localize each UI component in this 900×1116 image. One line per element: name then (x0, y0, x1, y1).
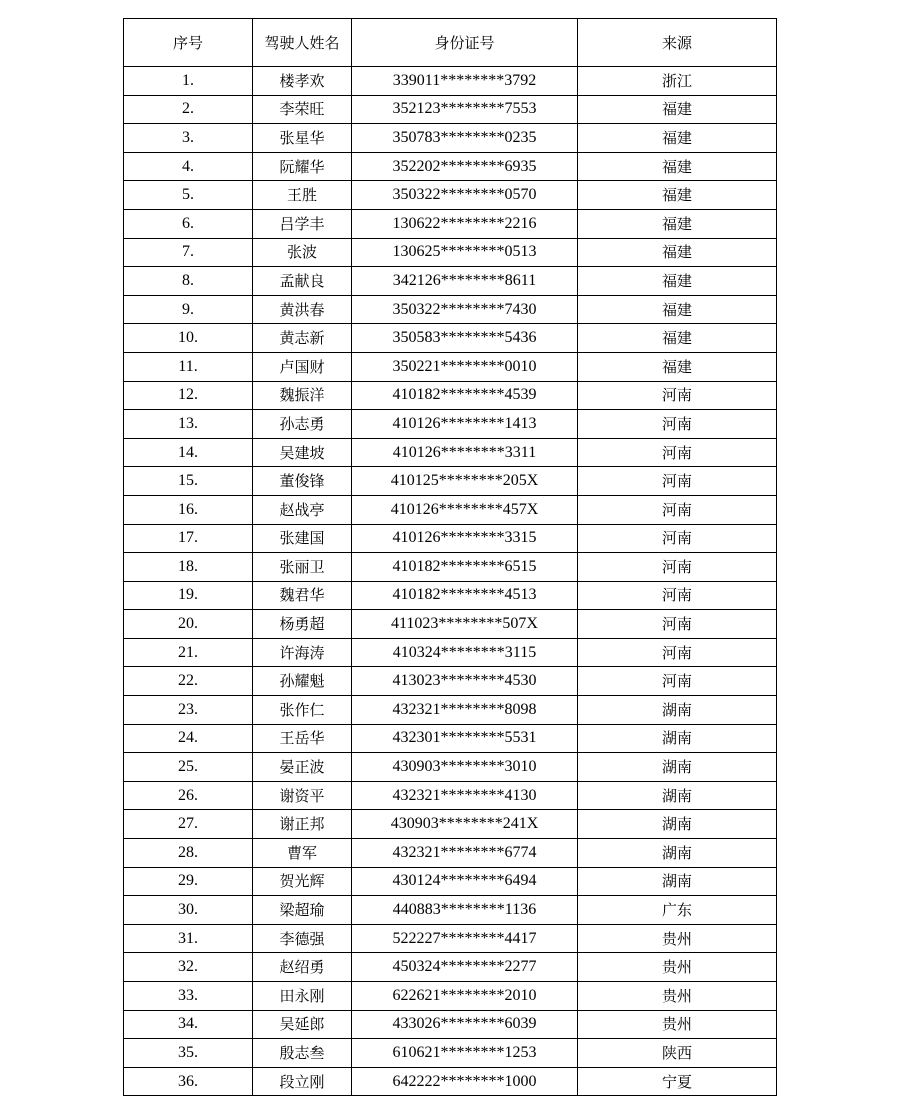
seq-cell: 18. (124, 553, 253, 582)
driver-name-cell: 曹军 (253, 839, 352, 868)
table-row (124, 1067, 777, 1096)
source-cell: 福建 (578, 152, 777, 181)
id-number-cell: 350783********0235 (352, 124, 578, 153)
table-row (124, 553, 777, 582)
seq-cell: 7. (124, 238, 253, 267)
source-cell: 河南 (578, 553, 777, 582)
driver-name-cell: 魏振洋 (253, 381, 352, 410)
driver-name-cell: 董俊锋 (253, 467, 352, 496)
id-number-cell: 430903********3010 (352, 753, 578, 782)
driver-name-cell: 梁超瑜 (253, 896, 352, 925)
table-row (124, 839, 777, 868)
table-row (124, 467, 777, 496)
seq-cell: 1. (124, 67, 253, 96)
id-number-cell: 622621********2010 (352, 982, 578, 1011)
driver-list-table (123, 18, 777, 1096)
driver-name-cell: 贺光辉 (253, 867, 352, 896)
driver-name-cell: 张星华 (253, 124, 352, 153)
driver-name-cell: 魏君华 (253, 581, 352, 610)
table-row (124, 410, 777, 439)
source-cell: 湖南 (578, 724, 777, 753)
id-number-cell: 410126********3311 (352, 438, 578, 467)
seq-cell: 34. (124, 1010, 253, 1039)
source-cell: 福建 (578, 238, 777, 267)
id-number-cell: 352202********6935 (352, 152, 578, 181)
driver-name-cell: 王岳华 (253, 724, 352, 753)
table-row (124, 924, 777, 953)
driver-name-cell: 谢资平 (253, 781, 352, 810)
seq-cell: 24. (124, 724, 253, 753)
driver-name-cell: 殷志叁 (253, 1039, 352, 1068)
source-cell: 河南 (578, 581, 777, 610)
id-number-cell: 410182********4513 (352, 581, 578, 610)
driver-name-cell: 田永刚 (253, 982, 352, 1011)
source-cell: 福建 (578, 324, 777, 353)
driver-name-cell: 段立刚 (253, 1067, 352, 1096)
table-row (124, 753, 777, 782)
id-number-cell: 432321********6774 (352, 839, 578, 868)
source-cell: 湖南 (578, 867, 777, 896)
table-row (124, 867, 777, 896)
source-cell: 湖南 (578, 810, 777, 839)
table-row (124, 1010, 777, 1039)
source-cell: 河南 (578, 667, 777, 696)
driver-name-cell: 黄洪春 (253, 295, 352, 324)
source-cell: 河南 (578, 610, 777, 639)
seq-cell: 22. (124, 667, 253, 696)
seq-cell: 4. (124, 152, 253, 181)
id-number-cell: 350221********0010 (352, 352, 578, 381)
seq-cell: 6. (124, 209, 253, 238)
source-cell: 陕西 (578, 1039, 777, 1068)
seq-cell: 30. (124, 896, 253, 925)
source-cell: 广东 (578, 896, 777, 925)
id-number-cell: 350583********5436 (352, 324, 578, 353)
driver-name-cell: 谢正邦 (253, 810, 352, 839)
driver-name-cell: 黄志新 (253, 324, 352, 353)
driver-name-cell: 李德强 (253, 924, 352, 953)
source-cell: 湖南 (578, 753, 777, 782)
source-cell: 河南 (578, 438, 777, 467)
source-cell: 河南 (578, 638, 777, 667)
source-cell: 福建 (578, 267, 777, 296)
seq-cell: 33. (124, 982, 253, 1011)
table-row (124, 638, 777, 667)
table-row (124, 438, 777, 467)
id-number-cell: 410182********6515 (352, 553, 578, 582)
id-number-cell: 430903********241X (352, 810, 578, 839)
source-cell: 贵州 (578, 924, 777, 953)
header-row (124, 19, 777, 67)
table-row (124, 352, 777, 381)
driver-name-cell: 吕学丰 (253, 209, 352, 238)
id-number-cell: 410324********3115 (352, 638, 578, 667)
table-row (124, 295, 777, 324)
table-row (124, 124, 777, 153)
id-number-cell: 411023********507X (352, 610, 578, 639)
id-number-cell: 440883********1136 (352, 896, 578, 925)
source-cell: 河南 (578, 524, 777, 553)
driver-name-cell: 张波 (253, 238, 352, 267)
seq-cell: 9. (124, 295, 253, 324)
seq-cell: 17. (124, 524, 253, 553)
seq-cell: 21. (124, 638, 253, 667)
id-number-cell: 642222********1000 (352, 1067, 578, 1096)
source-cell: 福建 (578, 181, 777, 210)
source-cell: 河南 (578, 410, 777, 439)
table-row (124, 1039, 777, 1068)
source-cell: 福建 (578, 124, 777, 153)
source-cell: 福建 (578, 352, 777, 381)
id-number-cell: 432321********4130 (352, 781, 578, 810)
driver-name-cell: 楼孝欢 (253, 67, 352, 96)
seq-cell: 13. (124, 410, 253, 439)
source-cell: 湖南 (578, 696, 777, 725)
driver-name-cell: 杨勇超 (253, 610, 352, 639)
header-id-number: 身份证号 (352, 19, 578, 67)
seq-cell: 12. (124, 381, 253, 410)
driver-name-cell: 李荣旺 (253, 95, 352, 124)
table-row (124, 610, 777, 639)
source-cell: 河南 (578, 495, 777, 524)
source-cell: 福建 (578, 295, 777, 324)
id-number-cell: 410126********3315 (352, 524, 578, 553)
seq-cell: 23. (124, 696, 253, 725)
seq-cell: 2. (124, 95, 253, 124)
header-driver-name: 驾驶人姓名 (253, 19, 352, 67)
table-row (124, 696, 777, 725)
source-cell: 浙江 (578, 67, 777, 96)
table-row (124, 495, 777, 524)
seq-cell: 27. (124, 810, 253, 839)
id-number-cell: 610621********1253 (352, 1039, 578, 1068)
table-row (124, 324, 777, 353)
table-row (124, 381, 777, 410)
driver-name-cell: 张建国 (253, 524, 352, 553)
seq-cell: 32. (124, 953, 253, 982)
id-number-cell: 522227********4417 (352, 924, 578, 953)
driver-name-cell: 张丽卫 (253, 553, 352, 582)
source-cell: 贵州 (578, 1010, 777, 1039)
driver-name-cell: 张作仁 (253, 696, 352, 725)
seq-cell: 10. (124, 324, 253, 353)
table-row (124, 67, 777, 96)
seq-cell: 14. (124, 438, 253, 467)
table-row (124, 238, 777, 267)
id-number-cell: 432301********5531 (352, 724, 578, 753)
driver-name-cell: 阮耀华 (253, 152, 352, 181)
driver-name-cell: 孟献良 (253, 267, 352, 296)
seq-cell: 36. (124, 1067, 253, 1096)
source-cell: 湖南 (578, 781, 777, 810)
driver-name-cell: 赵战亭 (253, 495, 352, 524)
table-row (124, 524, 777, 553)
header-seq: 序号 (124, 19, 253, 67)
seq-cell: 16. (124, 495, 253, 524)
driver-name-cell: 吴建坡 (253, 438, 352, 467)
seq-cell: 5. (124, 181, 253, 210)
seq-cell: 8. (124, 267, 253, 296)
seq-cell: 19. (124, 581, 253, 610)
table-row (124, 810, 777, 839)
id-number-cell: 410126********457X (352, 495, 578, 524)
table-row (124, 581, 777, 610)
table-row (124, 953, 777, 982)
seq-cell: 11. (124, 352, 253, 381)
id-number-cell: 430124********6494 (352, 867, 578, 896)
id-number-cell: 130622********2216 (352, 209, 578, 238)
id-number-cell: 339011********3792 (352, 67, 578, 96)
seq-cell: 31. (124, 924, 253, 953)
table-row (124, 982, 777, 1011)
driver-name-cell: 许海涛 (253, 638, 352, 667)
id-number-cell: 130625********0513 (352, 238, 578, 267)
id-number-cell: 350322********0570 (352, 181, 578, 210)
seq-cell: 26. (124, 781, 253, 810)
source-cell: 贵州 (578, 953, 777, 982)
source-cell: 河南 (578, 467, 777, 496)
table-row (124, 724, 777, 753)
table-row (124, 152, 777, 181)
id-number-cell: 410125********205X (352, 467, 578, 496)
seq-cell: 15. (124, 467, 253, 496)
seq-cell: 35. (124, 1039, 253, 1068)
driver-name-cell: 王胜 (253, 181, 352, 210)
driver-name-cell: 卢国财 (253, 352, 352, 381)
source-cell: 贵州 (578, 982, 777, 1011)
id-number-cell: 433026********6039 (352, 1010, 578, 1039)
seq-cell: 3. (124, 124, 253, 153)
source-cell: 河南 (578, 381, 777, 410)
driver-name-cell: 赵绍勇 (253, 953, 352, 982)
seq-cell: 20. (124, 610, 253, 639)
id-number-cell: 352123********7553 (352, 95, 578, 124)
driver-name-cell: 孙志勇 (253, 410, 352, 439)
source-cell: 福建 (578, 209, 777, 238)
header-source: 来源 (578, 19, 777, 67)
seq-cell: 28. (124, 839, 253, 868)
driver-name-cell: 孙耀魁 (253, 667, 352, 696)
source-cell: 福建 (578, 95, 777, 124)
source-cell: 湖南 (578, 839, 777, 868)
table-header (124, 19, 777, 67)
seq-cell: 29. (124, 867, 253, 896)
driver-name-cell: 晏正波 (253, 753, 352, 782)
driver-name-cell: 吴延郎 (253, 1010, 352, 1039)
table-row (124, 267, 777, 296)
table-row (124, 896, 777, 925)
id-number-cell: 410126********1413 (352, 410, 578, 439)
seq-cell: 25. (124, 753, 253, 782)
table-body (124, 67, 777, 1096)
id-number-cell: 350322********7430 (352, 295, 578, 324)
table-row (124, 667, 777, 696)
source-cell: 宁夏 (578, 1067, 777, 1096)
id-number-cell: 342126********8611 (352, 267, 578, 296)
table-row (124, 181, 777, 210)
id-number-cell: 410182********4539 (352, 381, 578, 410)
id-number-cell: 432321********8098 (352, 696, 578, 725)
table-row (124, 781, 777, 810)
table-row (124, 209, 777, 238)
table-row (124, 95, 777, 124)
id-number-cell: 450324********2277 (352, 953, 578, 982)
id-number-cell: 413023********4530 (352, 667, 578, 696)
